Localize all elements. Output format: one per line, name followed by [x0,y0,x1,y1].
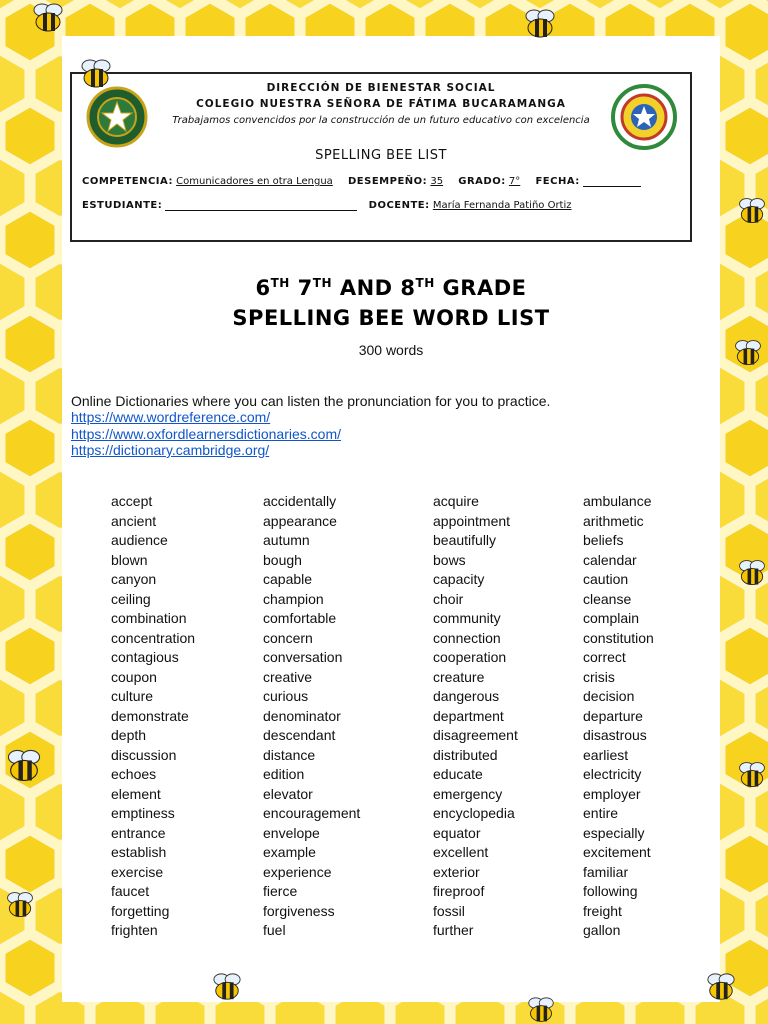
word-item: edition [263,766,305,782]
word-item: encouragement [263,805,361,821]
bee-icon [30,2,66,34]
word-item: experience [263,863,332,880]
word-item: beautifully [433,532,497,548]
word-item: choir [433,590,464,607]
word-item: establish [111,844,167,860]
word-item: dangerous [433,688,500,704]
word-item: departure [583,707,643,724]
word-item: community [433,610,501,626]
word-item: elevator [263,785,313,802]
bee-icon [732,338,764,368]
word-item: echoes [111,766,157,782]
word-item: descendant [263,727,336,743]
word-item: excellent [433,844,489,860]
bee-icon [736,760,768,790]
word-item: fossil [433,902,465,919]
word-item: example [263,844,316,860]
docente-label: DOCENTE: [368,200,430,211]
word-item: ambulance [583,493,652,509]
word-item: emptiness [111,805,175,821]
page-title [62,276,720,300]
school-motto: Trabajamos convencidos por la construcción de un futuro educativo con excelencia [172,115,590,126]
word-item: blown [111,551,148,568]
bee-icon [78,58,114,90]
word-item: champion [263,590,324,607]
word-item: canyon [111,571,157,587]
word-item: bough [263,551,302,568]
word-item: electricity [583,766,642,782]
link-oxford[interactable]: https://www.oxfordlearnersdictionaries.com/ [71,426,341,442]
word-count: 300 words [358,342,424,358]
title-part: AND 8 [332,276,416,300]
word-item: earliest [583,746,629,763]
bee-icon [4,748,44,784]
title-part: 7 [289,276,313,300]
word-item: acquire [433,493,479,509]
word-item: creative [263,668,313,685]
word-item: forgiveness [263,902,335,919]
word-item: complain [583,610,640,626]
word-item: element [111,785,161,802]
word-item: crisis [583,668,615,685]
word-item: further [433,922,474,938]
word-item: disagreement [433,727,518,743]
word-item: correct [583,649,626,665]
word-item: distance [263,746,316,763]
word-item: ceiling [111,590,151,607]
estudiante-blank [165,210,357,211]
fecha-blank [583,186,641,187]
title-part: GRADE [434,276,527,300]
school-name: COLEGIO NUESTRA SEÑORA DE FÁTIMA BUCARAMANGA [196,98,566,110]
word-item: conversation [263,649,343,665]
word-item: decision [583,688,635,704]
word-item: connection [433,629,501,646]
word-item: bows [433,551,466,568]
word-item: equator [433,824,481,841]
word-item: disastrous [583,727,647,743]
info-row-1 [82,176,649,187]
desempeno-label: DESEMPEÑO: [348,176,428,187]
word-column-2 [263,493,360,942]
word-item: especially [583,824,645,841]
estudiante-label: ESTUDIANTE: [82,200,163,211]
word-item: capacity [433,571,485,587]
word-item: distributed [433,746,498,763]
word-item: depth [111,727,147,743]
word-item: creature [433,668,485,685]
word-item: constitution [583,629,654,646]
word-item: entrance [111,824,166,841]
word-item: combination [111,610,187,626]
word-item: encyclopedia [433,805,515,821]
word-column-4 [583,493,654,942]
word-item: fuel [263,922,286,938]
word-item: arithmetic [583,512,644,529]
word-item: calendar [583,551,637,568]
desempeno-value: 35 [430,176,444,187]
word-item: familiar [583,863,629,880]
competencia-label: COMPETENCIA: [82,176,173,187]
word-item: capable [263,571,313,587]
bee-icon [736,558,768,588]
word-item: educate [433,766,483,782]
title-part: 6 [255,276,271,300]
word-item: concern [263,629,313,646]
bee-icon [736,196,768,226]
link-wordreference[interactable]: https://www.wordreference.com/ [71,409,271,425]
word-item: caution [583,571,629,587]
word-item: demonstrate [111,707,189,724]
doc-title: SPELLING BEE LIST [315,148,447,163]
dictionaries-intro: Online Dictionaries where you can listen the pronunciation for you to practice. [71,393,551,409]
competencia-value: Comunicadores en otra Lengua [176,176,333,187]
word-item: exercise [111,863,164,880]
bee-icon [522,8,558,40]
word-item: fireproof [433,883,485,899]
title-sup: TH [312,276,333,290]
word-item: frighten [111,922,158,938]
word-item: excitement [583,844,651,860]
bee-icon [524,996,558,1024]
word-column-3 [433,493,518,942]
title-sup: TH [270,276,290,290]
docente-value: María Fernanda Patiño Ortiz [432,200,572,211]
word-item: forgetting [111,902,170,919]
fecha-label: FECHA: [535,176,580,187]
word-item: contagious [111,649,179,665]
word-item: appearance [263,512,337,529]
school-header [70,72,692,242]
link-cambridge[interactable]: https://dictionary.cambridge.org/ [71,442,270,458]
word-item: emergency [433,785,503,802]
word-item: coupon [111,668,157,685]
bee-icon [4,890,36,920]
word-item: autumn [263,532,310,548]
grado-label: GRADO: [458,176,506,187]
word-item: faucet [111,883,150,899]
title-sup: TH [415,276,435,290]
word-item: accidentally [263,493,337,509]
word-item: cleanse [583,590,632,607]
word-item: freight [583,902,622,919]
grado-value: 7° [508,176,521,187]
word-item: department [433,707,504,724]
word-item: beliefs [583,532,624,548]
word-item: envelope [263,824,320,841]
word-item: culture [111,688,154,704]
word-item: concentration [111,629,196,646]
header-line-1: DIRECCIÓN DE BIENESTAR SOCIAL [266,82,496,94]
word-item: gallon [583,922,621,938]
word-item: ancient [111,512,157,529]
word-item: employer [583,785,641,802]
word-item: curious [263,688,309,704]
word-item: discussion [111,746,177,763]
word-item: appointment [433,512,511,529]
word-item: comfortable [263,610,337,626]
word-item: denominator [263,707,341,724]
info-row-2 [82,200,584,211]
word-item: audience [111,532,168,548]
word-item: following [583,883,638,899]
word-item: entire [583,805,619,821]
word-column-1 [111,493,195,942]
bee-icon [210,972,244,1002]
word-item: fierce [263,883,298,899]
word-item: exterior [433,863,480,880]
page-title-line-2: SPELLING BEE WORD LIST [232,306,550,330]
word-item: cooperation [433,649,507,665]
bee-icon [704,972,738,1002]
word-item: accept [111,493,153,509]
